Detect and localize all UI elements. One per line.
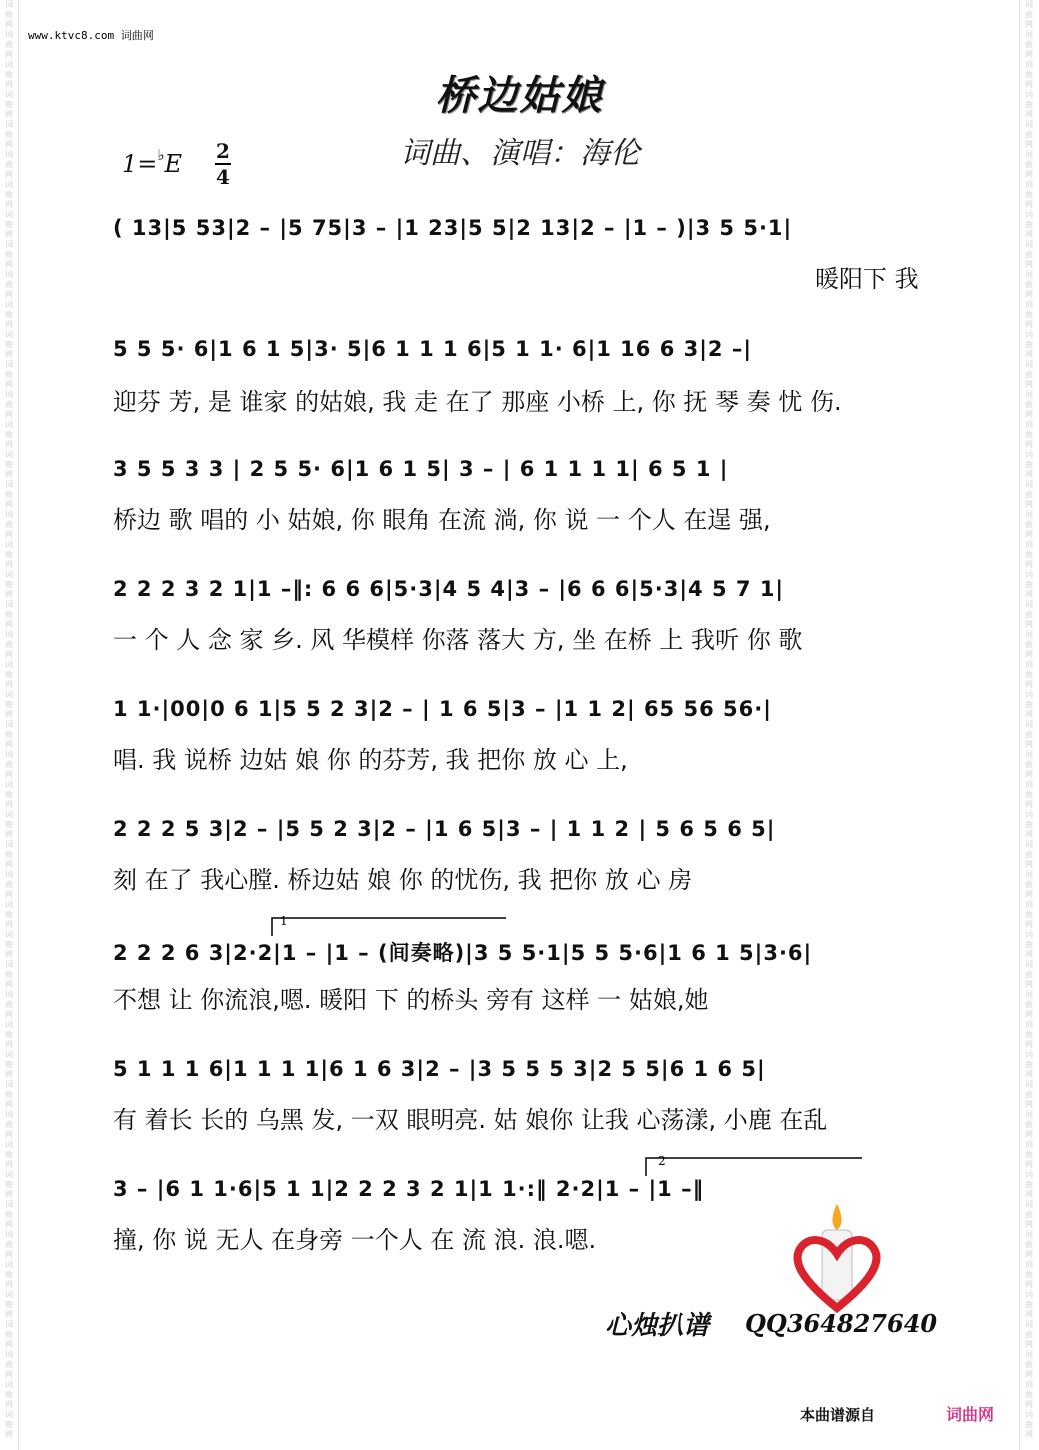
second-ending-bracket bbox=[644, 1152, 866, 1178]
time-bottom: 4 bbox=[216, 165, 230, 189]
footer-brand-link[interactable]: 词曲网 bbox=[946, 1405, 995, 1424]
time-signature bbox=[213, 140, 233, 188]
key-letter: E bbox=[164, 150, 182, 178]
transcriber-qq: QQ364827640 bbox=[745, 1309, 938, 1338]
notation-line-1: ( 13|5 53|2 – |5 75|3 – |1 23|5 5|2 13|2 – |1 – )|3 5 5·1| bbox=[113, 216, 793, 240]
svg-text:2: 2 bbox=[658, 1154, 666, 1168]
footer-source-label: 本曲谱源自 bbox=[800, 1406, 876, 1424]
lyrics-line-7: 不想 让 你流浪,嗯. 暖阳 下 的桥头 旁有 这样 一 姑娘,她 bbox=[113, 986, 709, 1014]
lyrics-line-9: 撞, 你 说 无人 在身旁 一个人 在 流 浪. 浪.嗯. bbox=[113, 1226, 597, 1254]
notation-line-2: 5 5 5· 6|1 6 1 5|3· 5|6 1 1 1 6|5 1 1· 6|1 16 6 3|2 –| bbox=[113, 337, 753, 361]
notation-line-6: 2 2 2 5 3|2 – |5 5 2 3|2 – |1 6 5|3 – | 1 1 2 | 5 6 5 6 5| bbox=[113, 817, 776, 841]
lyrics-line-8: 有 着长 长的 乌黑 发, 一双 眼明亮. 姑 娘你 让我 心荡漾, 小鹿 在乱 bbox=[113, 1106, 828, 1134]
transcriber-signature: 心烛扒谱 bbox=[605, 1311, 710, 1341]
song-title: 桥边姑娘 bbox=[435, 73, 604, 119]
svg-text:1: 1 bbox=[280, 914, 288, 928]
time-top: 2 bbox=[216, 139, 230, 163]
candle-heart-icon bbox=[782, 1200, 892, 1315]
side-watermark-right: 词曲网词曲网词曲网词曲网词曲网词曲网词曲网词曲网词曲网词曲网词曲网词曲网词曲网词曲网词曲网词曲网词曲网词曲网词曲网词曲网词曲网词曲网词曲网词曲网词曲网词曲网词曲网词曲网词曲网词曲网词曲网词曲网词曲网词曲网词曲网词曲网词曲网词曲网词曲网词曲网词曲网词曲网词曲网词曲网词曲网词曲网词曲网词曲网 bbox=[1025, 0, 1033, 1439]
site-url: www.ktvc8.com 词曲网 bbox=[28, 29, 154, 42]
lyrics-line-4: 一 个 人 念 家 乡. 风 华模样 你落 落大 方, 坐 在桥 上 我听 你 歌 bbox=[113, 626, 803, 654]
lyrics-line-5: 唱. 我 说桥 边姑 娘 你 的芬芳, 我 把你 放 心 上, bbox=[113, 746, 628, 774]
notation-line-5: 1 1·|00|0 6 1|5 5 2 3|2 – | 1 6 5|3 – |1 1 2| 65 56 56·| bbox=[113, 697, 772, 721]
lyrics-line-2: 迎芬 芳, 是 谁家 的姑娘, 我 走 在了 那座 小桥 上, 你 抚 琴 奏 忧 伤. bbox=[113, 388, 842, 416]
notation-line-4: 2 2 2 3 2 1|1 –‖: 6 6 6|5·3|4 5 4|3 – |6 6 6|5·3|4 5 7 1| bbox=[113, 577, 785, 601]
lyrics-line-3: 桥边 歌 唱的 小 姑娘, 你 眼角 在流 淌, 你 说 一 个人 在逞 强, bbox=[113, 506, 771, 534]
notation-line-3: 3 5 5 3 3 | 2 5 5· 6|1 6 1 5| 3 – | 6 1 1 1 1| 6 5 1 | bbox=[113, 457, 729, 481]
first-ending-bracket bbox=[270, 912, 510, 938]
song-credits: 词曲、演唱：海伦 bbox=[400, 136, 640, 171]
lyrics-line-6: 刻 在了 我心膛. 桥边姑 娘 你 的忧伤, 我 把你 放 心 房 bbox=[113, 866, 693, 894]
notation-line-8: 5 1 1 1 6|1 1 1 1|6 1 6 3|2 – |3 5 5 5 3|2 5 5|6 1 6 5| bbox=[113, 1057, 766, 1081]
right-edge-line bbox=[1019, 0, 1020, 1450]
lyrics-line-1: 暖阳下 我 bbox=[815, 265, 919, 293]
flat-symbol: ♭ bbox=[157, 146, 165, 164]
notation-line-9: 3 – |6 1 1·6|5 1 1|2 2 2 3 2 1|1 1·:‖ 2·2|1 – |1 –‖ bbox=[113, 1177, 705, 1201]
side-watermark-left: 词曲网词曲网词曲网词曲网词曲网词曲网词曲网词曲网词曲网词曲网词曲网词曲网词曲网词曲网词曲网词曲网词曲网词曲网词曲网词曲网词曲网词曲网词曲网词曲网词曲网词曲网词曲网词曲网词曲网词曲网词曲网词曲网词曲网词曲网词曲网词曲网词曲网词曲网词曲网词曲网词曲网词曲网词曲网词曲网词曲网词曲网词曲网词曲网 bbox=[5, 0, 13, 1439]
key-prefix: 1= bbox=[122, 150, 158, 178]
left-edge-line bbox=[18, 0, 19, 1450]
notation-line-7: 2 2 2 6 3|2·2|1 – |1 – (间奏略)|3 5 5·1|5 5 5·6|1 6 1 5|3·6| bbox=[113, 941, 813, 965]
key-signature bbox=[122, 146, 182, 178]
